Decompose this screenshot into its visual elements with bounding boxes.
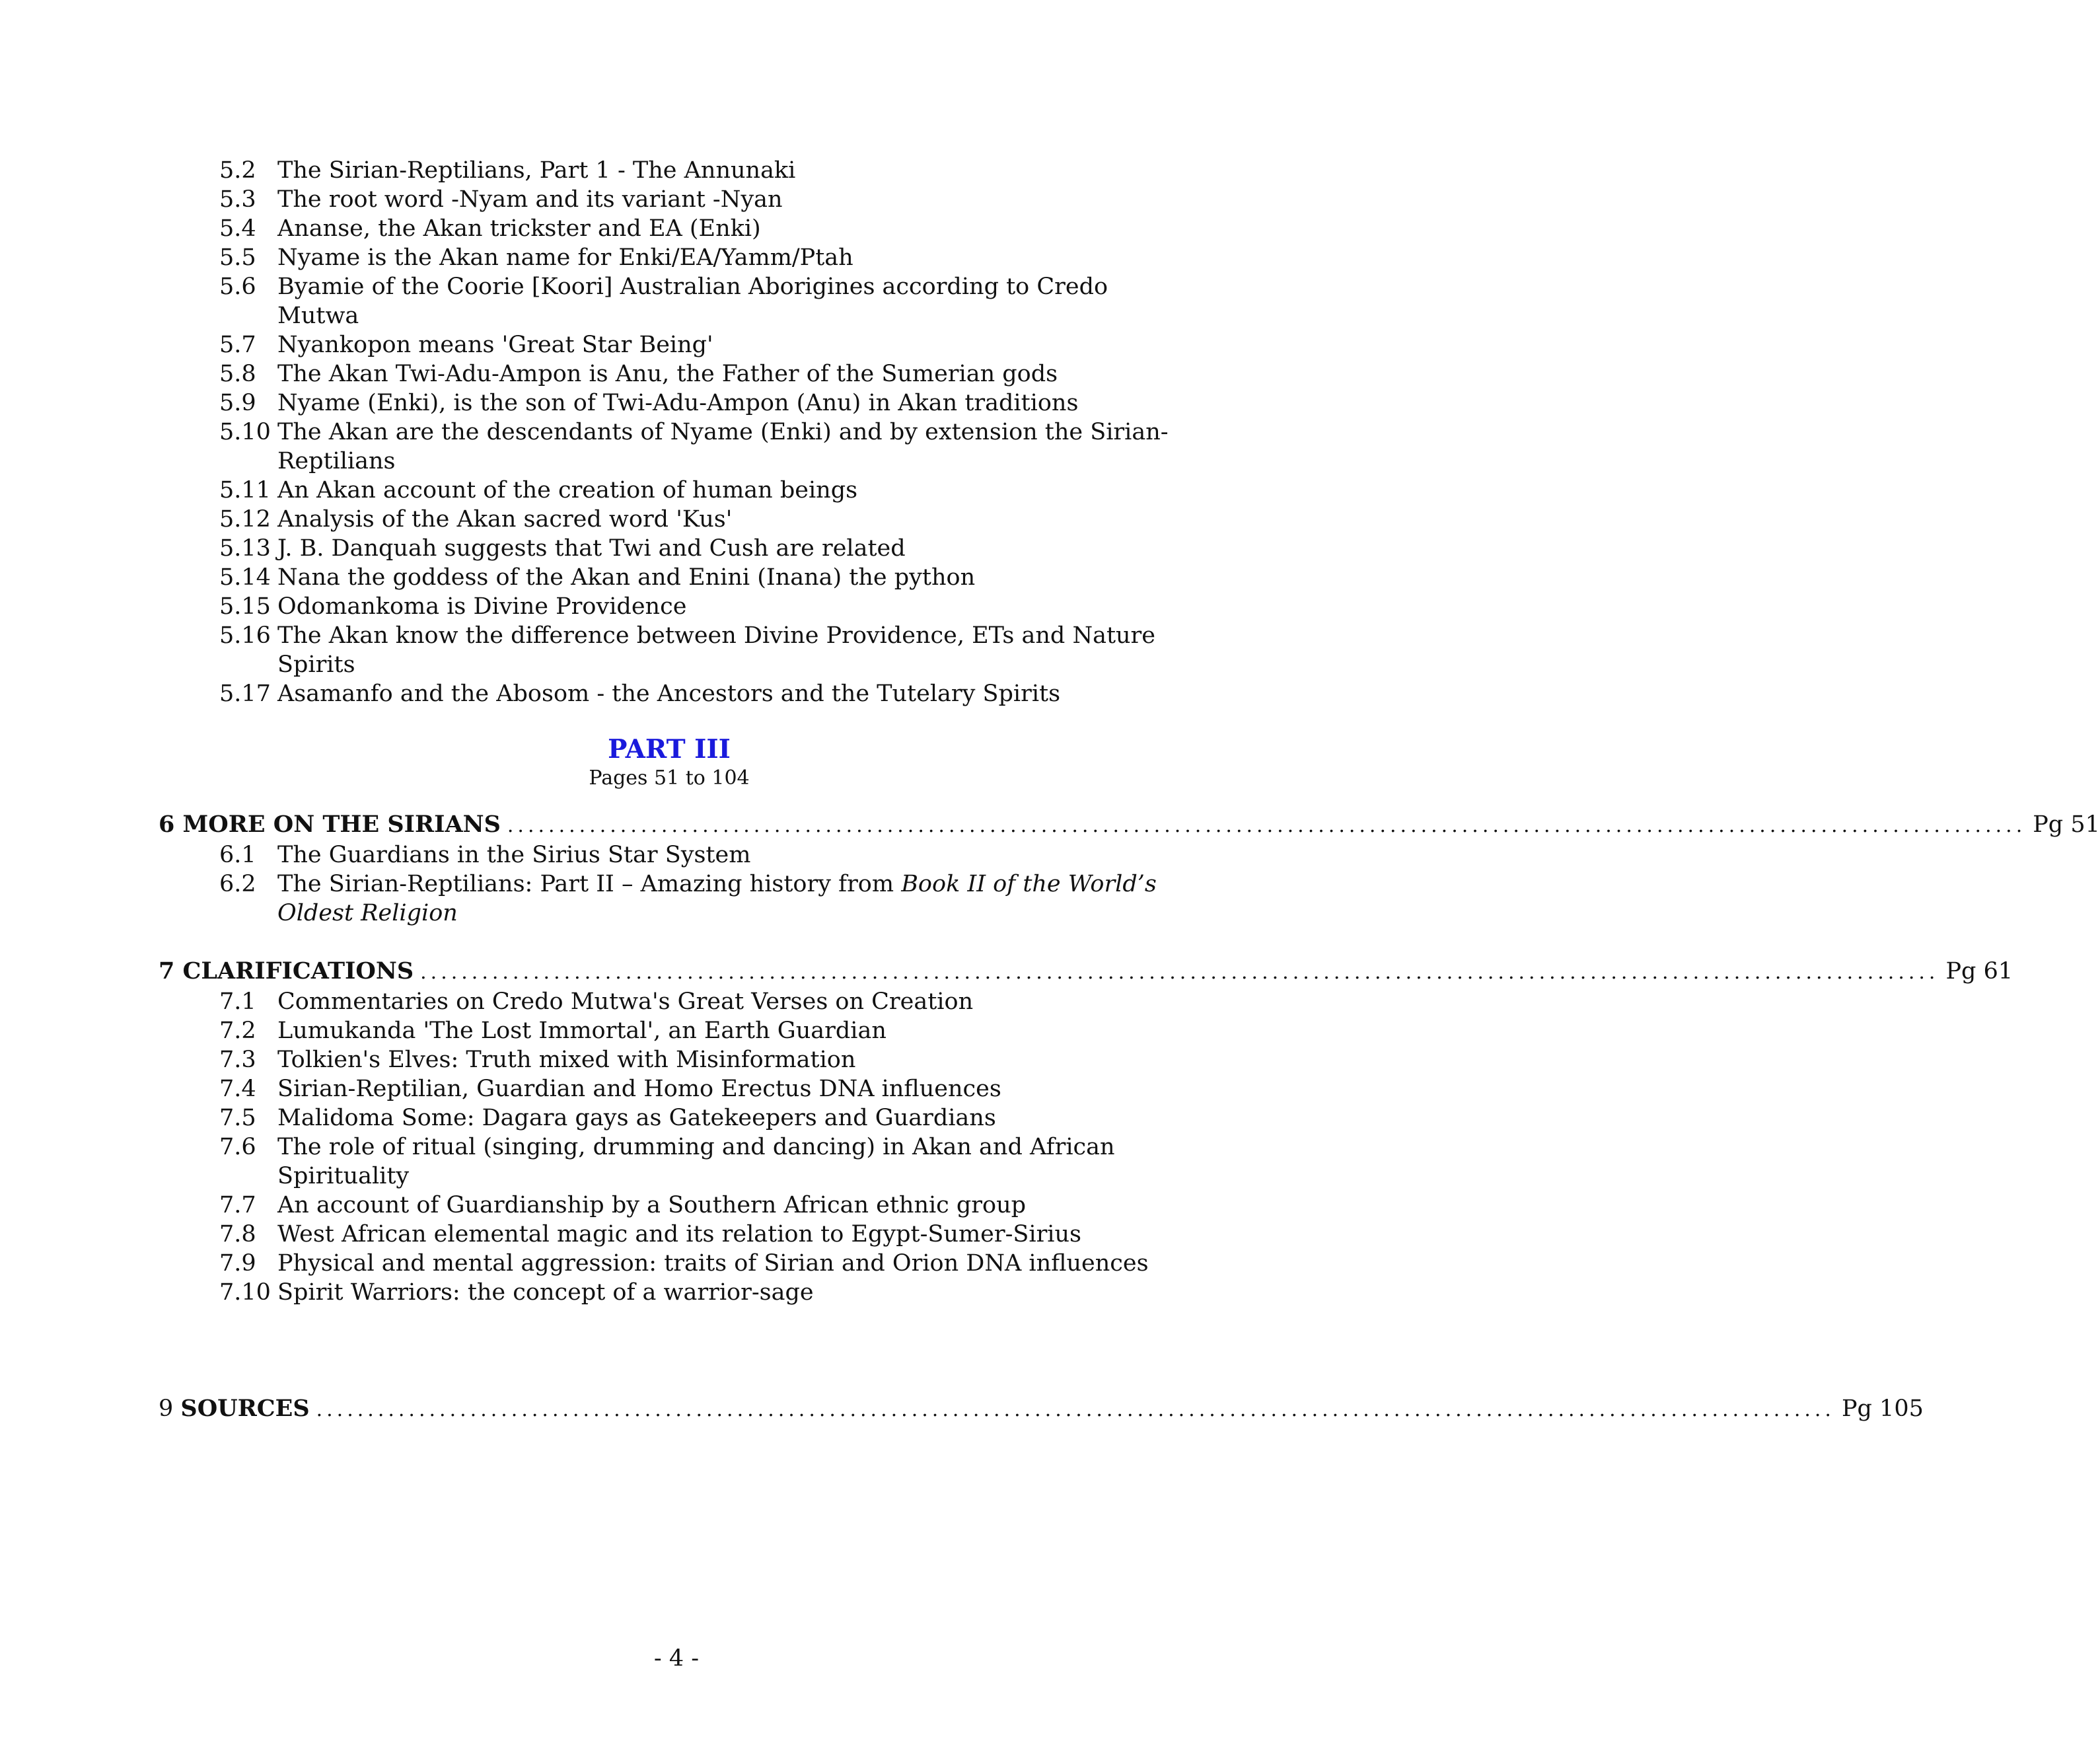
- toc-entry[interactable]: [219, 1103, 1180, 1133]
- part-page-range: Pages 51 to 104: [589, 766, 750, 790]
- toc-entry[interactable]: [219, 418, 1180, 476]
- toc-entry-number: 5.10: [219, 419, 271, 445]
- toc-entry-number: 5.8: [219, 361, 256, 387]
- toc-entry-title: Spirit Warriors: the concept of a warrior-sage: [277, 1279, 814, 1306]
- toc-entry[interactable]: [219, 476, 1180, 505]
- chapter-9-row[interactable]: [159, 1394, 1924, 1425]
- toc-entry-title: Lumukanda 'The Lost Immortal', an Earth Guardian: [277, 1018, 887, 1044]
- toc-entry-number: 5.9: [219, 390, 256, 416]
- toc-entry-italic-title: Book II of the World’s Oldest Religion: [277, 871, 1157, 926]
- toc-entry[interactable]: [219, 1133, 1180, 1191]
- toc-entry[interactable]: [219, 679, 1180, 708]
- chapter-6-title: 6 MORE ON THE SIRIANS: [159, 811, 501, 838]
- toc-entry[interactable]: [219, 185, 1180, 214]
- toc-entry-title: The Sirian-Reptilians: Part II – Amazing history from Book II of the World’s Oldest Religion: [277, 871, 1157, 926]
- toc-entry-title: Commentaries on Credo Mutwa's Great Verses on Creation: [277, 988, 974, 1015]
- toc-entry-title: Nyame is the Akan name for Enki/EA/Yamm/Ptah: [277, 244, 853, 271]
- toc-entry-number: 7.3: [219, 1047, 256, 1073]
- toc-entry-title: Nyankopon means 'Great Star Being': [277, 332, 713, 358]
- toc-entry-title: The role of ritual (singing, drumming and dancing) in Akan and African Spirituality: [277, 1134, 1115, 1189]
- toc-entry-title: The Akan Twi-Adu-Ampon is Anu, the Father of the Sumerian gods: [277, 361, 1058, 387]
- toc-entry-number: 7.2: [219, 1018, 256, 1044]
- toc-entry[interactable]: [219, 592, 1180, 621]
- toc-entry[interactable]: [219, 1220, 1180, 1249]
- toc-entry-title: West African elemental magic and its relation to Egypt-Sumer-Sirius: [277, 1221, 1082, 1248]
- toc-entry-title: Nana the goddess of the Akan and Enini (Inana) the python: [277, 564, 976, 591]
- toc-entry-title: Nyame (Enki), is the son of Twi-Adu-Ampon (Anu) in Akan traditions: [277, 390, 1079, 416]
- chapter-7-page: Pg 61: [1945, 958, 2013, 985]
- chapter-6-page: Pg 51: [2033, 811, 2100, 838]
- toc-entry[interactable]: [219, 243, 1180, 272]
- toc-entry-title: Sirian-Reptilian, Guardian and Homo Erectus DNA influences: [277, 1076, 1001, 1102]
- toc-entry-title: J. B. Danquah suggests that Twi and Cush are related: [277, 535, 906, 562]
- toc-entry-title: Malidoma Some: Dagara gays as Gatekeepers and Guardians: [277, 1105, 996, 1131]
- toc-entry-number: 5.11: [219, 477, 271, 503]
- toc-entry-title: The Guardians in the Sirius Star System: [277, 842, 751, 868]
- toc-entry-title: Byamie of the Coorie [Koori] Australian Aborigines according to Credo Mutwa: [277, 274, 1108, 329]
- toc-entry[interactable]: [219, 389, 1180, 418]
- toc-entry[interactable]: [219, 330, 1180, 359]
- toc-entry[interactable]: [219, 1191, 1180, 1220]
- toc-entry[interactable]: [219, 1249, 1180, 1278]
- toc-entry-title: Physical and mental aggression: traits of Sirian and Orion DNA influences: [277, 1250, 1149, 1277]
- toc-entry-number: 7.8: [219, 1221, 256, 1248]
- toc-entry-number: 5.13: [219, 535, 271, 562]
- toc-entry[interactable]: [219, 214, 1180, 243]
- chapter-9-page: Pg 105: [1841, 1396, 1924, 1422]
- toc-entry[interactable]: [219, 156, 1180, 185]
- toc-entry-title: The Akan are the descendants of Nyame (Enki) and by extension the Sirian-Reptilians: [277, 419, 1169, 474]
- toc-entry-number: 5.3: [219, 186, 256, 213]
- toc-entry-number: 6.2: [219, 871, 256, 897]
- toc-entry-title: Tolkien's Elves: Truth mixed with Misinformation: [277, 1047, 856, 1073]
- toc-entry-title: Asamanfo and the Abosom - the Ancestors and the Tutelary Spirits: [277, 681, 1061, 707]
- toc-entry[interactable]: [219, 534, 1180, 563]
- toc-entry-number: 7.5: [219, 1105, 256, 1131]
- toc-entry-title: The root word -Nyam and its variant -Nyan: [277, 186, 783, 213]
- chapter-6-row[interactable]: [159, 810, 2100, 840]
- toc-entry[interactable]: [219, 987, 1180, 1016]
- toc-entry-number: 7.10: [219, 1279, 271, 1306]
- toc-entry-number: 7.7: [219, 1192, 256, 1218]
- toc-entry[interactable]: [219, 1278, 1180, 1307]
- toc-entry-number: 5.7: [219, 332, 256, 358]
- toc-entry[interactable]: [219, 1016, 1180, 1045]
- page-number: - 4 -: [653, 1645, 700, 1672]
- toc-entry-title: Analysis of the Akan sacred word 'Kus': [277, 506, 733, 533]
- dot-leader: ....................................................................................................................................................: [316, 1398, 1835, 1421]
- toc-entry-number: 6.1: [219, 842, 256, 868]
- toc-entry-title: An Akan account of the creation of human beings: [277, 477, 858, 503]
- toc-entry-title: Ananse, the Akan trickster and EA (Enki): [277, 215, 761, 242]
- toc-entry[interactable]: [219, 621, 1180, 679]
- toc-entry-number: 5.14: [219, 564, 271, 591]
- toc-entry-title: The Akan know the difference between Divine Providence, ETs and Nature Spirits: [277, 622, 1155, 678]
- toc-page: [159, 156, 2100, 1425]
- toc-entry-number: 7.9: [219, 1250, 256, 1277]
- toc-entry[interactable]: [219, 1045, 1180, 1074]
- toc-entry[interactable]: [219, 870, 1180, 928]
- toc-entry-number: 5.15: [219, 593, 271, 620]
- toc-entry-number: 5.16: [219, 622, 271, 649]
- chapter-7-row[interactable]: [159, 957, 2013, 987]
- toc-entry-number: 5.6: [219, 274, 256, 300]
- toc-entry-number: 5.2: [219, 157, 256, 184]
- toc-entry-title: The Sirian-Reptilians, Part 1 - The Annunaki: [277, 157, 796, 184]
- toc-entry[interactable]: [219, 272, 1180, 330]
- dot-leader: ....................................................................................................................................................: [420, 961, 1939, 984]
- toc-entry-title: Odomankoma is Divine Providence: [277, 593, 687, 620]
- section-5-list: [219, 156, 1180, 708]
- dot-leader: ....................................................................................................................................................: [507, 814, 2027, 837]
- toc-entry-number: 7.4: [219, 1076, 256, 1102]
- toc-entry-number: 5.17: [219, 681, 271, 707]
- chapter-7-title: 7 CLARIFICATIONS: [159, 957, 414, 985]
- part-heading: PART III: [608, 734, 731, 764]
- toc-entry-number: 5.5: [219, 244, 256, 271]
- toc-entry[interactable]: [219, 359, 1180, 389]
- toc-entry-number: 5.12: [219, 506, 271, 533]
- chapter-7-list: [219, 987, 1180, 1307]
- chapter-9-title: 9 SOURCES: [159, 1395, 310, 1422]
- toc-entry-number: 7.1: [219, 988, 256, 1015]
- toc-entry-title: An account of Guardianship by a Southern African ethnic group: [277, 1192, 1027, 1218]
- toc-entry-number: 7.6: [219, 1134, 256, 1160]
- toc-entry[interactable]: [219, 505, 1180, 534]
- toc-entry[interactable]: [219, 563, 1180, 592]
- toc-entry[interactable]: [219, 840, 1180, 870]
- toc-entry[interactable]: [219, 1074, 1180, 1103]
- toc-entry-number: 5.4: [219, 215, 256, 242]
- chapter-6-list: [219, 840, 1180, 928]
